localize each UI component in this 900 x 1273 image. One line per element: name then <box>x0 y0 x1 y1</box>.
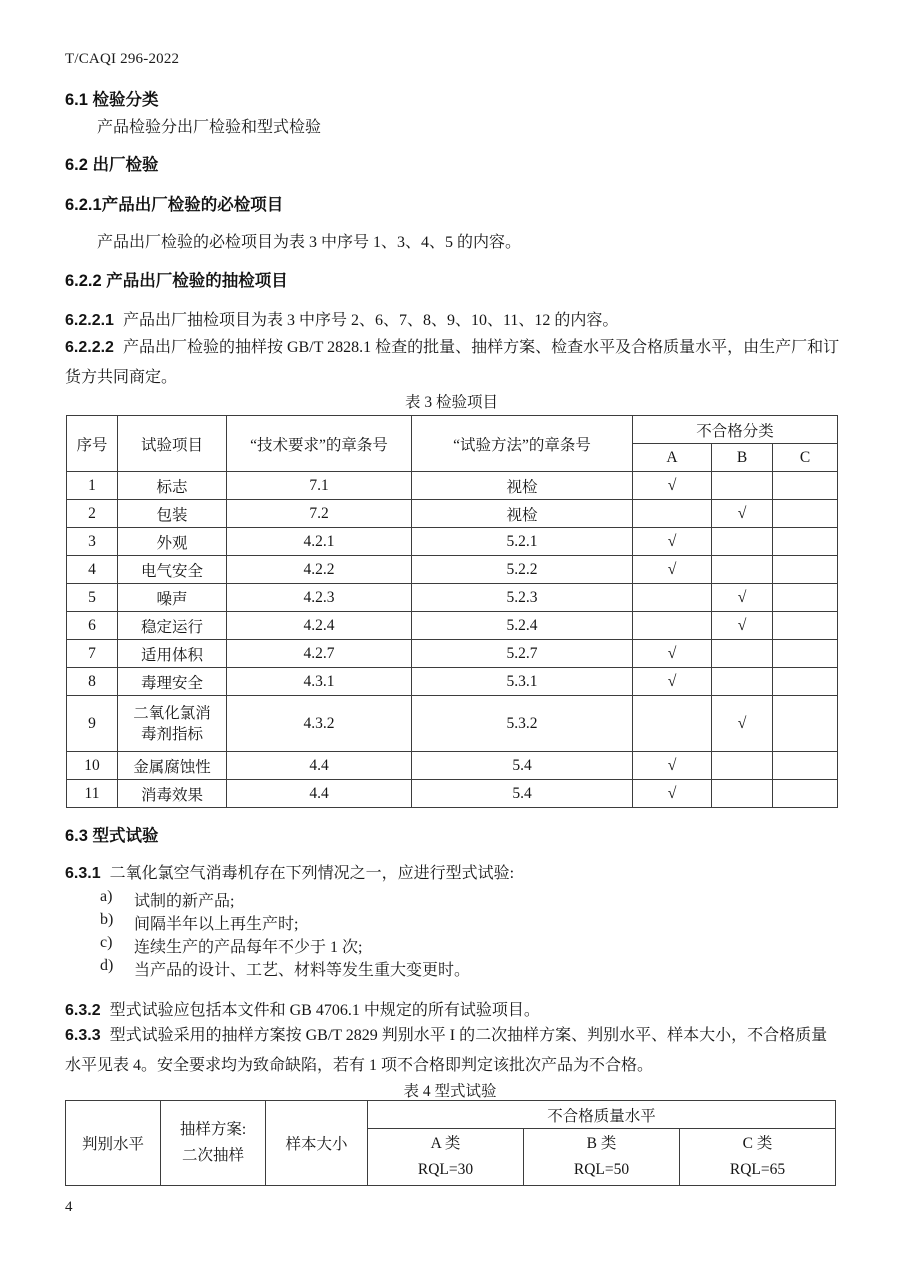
clause-text: 型式试验采用的抽样方案按 GB/T 2829 判别水平 I 的二次抽样方案、判别水平、样本大小，不合格质量水平见表 4。安全要求均为致命缺陷，若有 1 项不合格即判定该批次产品为不合格。 <box>65 1027 828 1074</box>
class-c-mark <box>773 668 838 696</box>
test-item: 毒理安全 <box>118 668 227 696</box>
page-number: 4 <box>65 1199 73 1215</box>
col-header-method: “试验方法”的章条号 <box>412 416 633 472</box>
tech-clause: 4.2.3 <box>227 584 412 612</box>
tech-clause: 4.2.7 <box>227 640 412 668</box>
method-clause: 5.2.4 <box>412 612 633 640</box>
seq-no: 1 <box>67 472 118 500</box>
method-clause: 5.2.2 <box>412 556 633 584</box>
col-header-tech: “技术要求”的章条号 <box>227 416 412 472</box>
para-6-3-1 <box>65 860 843 883</box>
col-header-item: 试验项目 <box>118 416 227 472</box>
list-item <box>100 888 470 911</box>
table3-row <box>67 780 838 808</box>
class-c-mark <box>773 584 838 612</box>
seq-no: 3 <box>67 528 118 556</box>
heading-6-1: 6.1 检验分类 <box>65 91 159 109</box>
seq-no: 11 <box>67 780 118 808</box>
class-a-mark <box>633 500 712 528</box>
col-header-class-a: A <box>633 444 712 472</box>
method-clause: 5.2.7 <box>412 640 633 668</box>
table4 <box>65 1100 836 1186</box>
test-item: 噪声 <box>118 584 227 612</box>
clause-text: 产品出厂检验的抽样按 GB/T 2828.1 检查的批量、抽样方案、检查水平及合格质量水平，由生产厂和订货方共同商定。 <box>65 339 840 386</box>
class-c-mark <box>773 556 838 584</box>
t4-class-b-cell <box>524 1129 680 1186</box>
para-6-2-1: 产品出厂检验的必检项目为表 3 中序号 1、3、4、5 的内容。 <box>97 234 522 251</box>
list-item <box>100 957 470 980</box>
table3-row <box>67 640 838 668</box>
heading-6-3: 6.3 型式试验 <box>65 827 159 845</box>
method-clause: 5.2.1 <box>412 528 633 556</box>
test-item: 金属腐蚀性 <box>118 752 227 780</box>
sampling-plan-line2: 二次抽样 <box>181 1147 244 1164</box>
class-c-mark <box>773 472 838 500</box>
tech-clause: 7.1 <box>227 472 412 500</box>
t4-header-quality-level: 不合格质量水平 <box>368 1101 836 1129</box>
list-item-label: a) <box>100 888 113 905</box>
method-clause: 视检 <box>412 500 633 528</box>
test-item: 外观 <box>118 528 227 556</box>
class-b-mark <box>712 640 773 668</box>
method-clause: 5.2.3 <box>412 584 633 612</box>
tech-clause: 4.4 <box>227 752 412 780</box>
class-c-name: C 类 <box>742 1135 773 1152</box>
table3-row <box>67 556 838 584</box>
class-a-mark: √ <box>633 528 712 556</box>
seq-no: 4 <box>67 556 118 584</box>
para-6-2-2-1 <box>65 307 840 330</box>
col-header-nonconform: 不合格分类 <box>633 416 838 444</box>
class-c-mark <box>773 640 838 668</box>
table4-caption: 表 4 型式试验 <box>403 1083 497 1100</box>
class-c-mark <box>773 752 838 780</box>
class-b-mark: √ <box>712 696 773 752</box>
heading-6-2: 6.2 出厂检验 <box>65 156 159 174</box>
para-6-2-2-2 <box>65 333 840 393</box>
table3-caption: 表 3 检验项目 <box>404 394 498 411</box>
class-c-mark <box>773 528 838 556</box>
seq-no: 7 <box>67 640 118 668</box>
class-a-mark <box>633 584 712 612</box>
class-b-rql: RQL=50 <box>573 1161 630 1178</box>
seq-no: 5 <box>67 584 118 612</box>
tech-clause: 4.2.1 <box>227 528 412 556</box>
table3-row <box>67 752 838 780</box>
tech-clause: 4.3.2 <box>227 696 412 752</box>
table3-head <box>67 416 838 472</box>
heading-6-2-2: 6.2.2 产品出厂检验的抽检项目 <box>65 272 288 290</box>
list-item <box>100 911 470 934</box>
heading-6-2-1: 6.2.1产品出厂检验的必检项目 <box>65 196 284 214</box>
class-b-mark <box>712 528 773 556</box>
class-b-mark: √ <box>712 584 773 612</box>
table3-row <box>67 668 838 696</box>
table3-row <box>67 696 838 752</box>
tech-clause: 4.4 <box>227 780 412 808</box>
clause-text: 型式试验应包括本文件和 GB 4706.1 中规定的所有试验项目。 <box>109 1002 540 1019</box>
class-b-mark: √ <box>712 612 773 640</box>
table3-row <box>67 584 838 612</box>
col-header-seq: 序号 <box>67 416 118 472</box>
class-b-mark <box>712 556 773 584</box>
clause-number: 6.3.2 <box>65 1002 101 1019</box>
clause-number: 6.3.3 <box>65 1027 101 1044</box>
class-b-mark <box>712 752 773 780</box>
table3-body <box>67 472 838 808</box>
list-item-text: 当产品的设计、工艺、材料等发生重大变更时。 <box>134 962 471 979</box>
class-a-mark: √ <box>633 780 712 808</box>
test-item: 适用体积 <box>118 640 227 668</box>
class-a-name: A 类 <box>430 1135 461 1152</box>
class-a-mark: √ <box>633 472 712 500</box>
clause-number: 6.2.2.2 <box>65 339 114 356</box>
list-6-3-1 <box>100 888 470 980</box>
class-c-mark <box>773 780 838 808</box>
class-a-mark: √ <box>633 668 712 696</box>
clause-number: 6.3.1 <box>65 865 101 882</box>
list-item-text: 间隔半年以上再生产时; <box>134 916 299 933</box>
tech-clause: 4.3.1 <box>227 668 412 696</box>
list-item-text: 连续生产的产品每年不少于 1 次; <box>134 939 363 956</box>
class-a-rql: RQL=30 <box>417 1161 474 1178</box>
class-b-mark <box>712 668 773 696</box>
class-a-mark: √ <box>633 752 712 780</box>
para-6-3-3 <box>65 1021 843 1081</box>
para-6-3-2 <box>65 997 843 1020</box>
tech-clause: 4.2.4 <box>227 612 412 640</box>
para-6-1: 产品检验分出厂检验和型式检验 <box>97 119 322 136</box>
class-b-name: B 类 <box>586 1135 617 1152</box>
col-header-class-c: C <box>773 444 838 472</box>
table3-row <box>67 528 838 556</box>
class-a-mark: √ <box>633 556 712 584</box>
method-clause: 视检 <box>412 472 633 500</box>
test-item: 包装 <box>118 500 227 528</box>
list-item-text: 试制的新产品; <box>134 893 235 910</box>
t4-class-c-cell <box>680 1129 836 1186</box>
col-header-class-b: B <box>712 444 773 472</box>
tech-clause: 7.2 <box>227 500 412 528</box>
seq-no: 9 <box>67 696 118 752</box>
test-item: 电气安全 <box>118 556 227 584</box>
t4-header-judge-level: 判别水平 <box>66 1101 161 1186</box>
tech-clause: 4.2.2 <box>227 556 412 584</box>
clause-text: 二氧化氯空气消毒机存在下列情况之一，应进行型式试验: <box>109 865 515 882</box>
list-item-label: d) <box>100 957 114 974</box>
seq-no: 8 <box>67 668 118 696</box>
sampling-plan-line1: 抽样方案: <box>179 1121 247 1138</box>
seq-no: 10 <box>67 752 118 780</box>
class-c-mark <box>773 612 838 640</box>
method-clause: 5.4 <box>412 780 633 808</box>
list-item <box>100 934 470 957</box>
seq-no: 6 <box>67 612 118 640</box>
t4-class-a-cell <box>368 1129 524 1186</box>
table3-row <box>67 500 838 528</box>
table3 <box>66 415 838 808</box>
list-item-label: c) <box>100 934 113 951</box>
class-c-mark <box>773 696 838 752</box>
class-a-mark <box>633 612 712 640</box>
seq-no: 2 <box>67 500 118 528</box>
list-item-label: b) <box>100 911 114 928</box>
method-clause: 5.3.1 <box>412 668 633 696</box>
t4-header-sample-size: 样本大小 <box>266 1101 368 1186</box>
test-item: 稳定运行 <box>118 612 227 640</box>
table3-row <box>67 612 838 640</box>
test-item: 标志 <box>118 472 227 500</box>
table3-row <box>67 472 838 500</box>
class-c-mark <box>773 500 838 528</box>
class-b-mark <box>712 472 773 500</box>
test-item: 消毒效果 <box>118 780 227 808</box>
class-c-rql: RQL=65 <box>729 1161 786 1178</box>
t4-header-sampling-plan <box>161 1101 266 1186</box>
class-a-mark <box>633 696 712 752</box>
clause-text: 产品出厂抽检项目为表 3 中序号 2、6、7、8、9、10、11、12 的内容。 <box>122 312 619 329</box>
class-b-mark <box>712 780 773 808</box>
method-clause: 5.3.2 <box>412 696 633 752</box>
class-a-mark: √ <box>633 640 712 668</box>
method-clause: 5.4 <box>412 752 633 780</box>
test-item: 二氧化氯消毒剂指标 <box>118 696 227 752</box>
standard-code: T/CAQI 296-2022 <box>65 51 180 67</box>
clause-number: 6.2.2.1 <box>65 312 114 329</box>
class-b-mark: √ <box>712 500 773 528</box>
